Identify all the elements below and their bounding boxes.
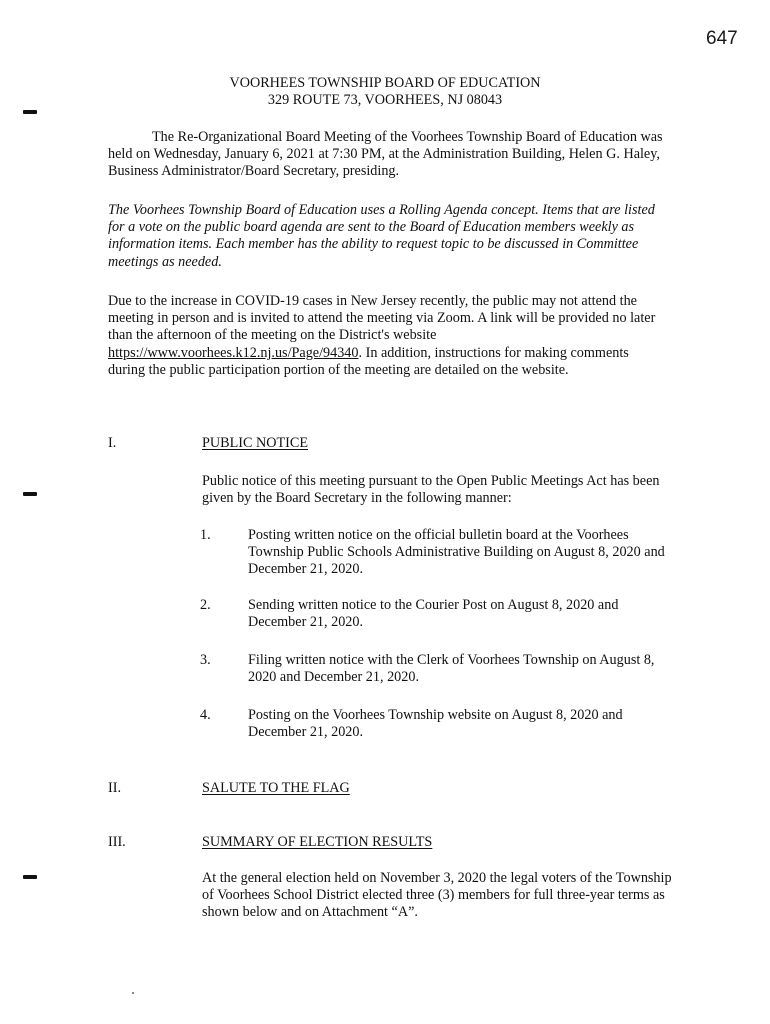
list-item-number: 3. (200, 652, 211, 668)
list-item-text: Posting on the Voorhees Township website on August 8, 2020 and December 21, 2020. (248, 707, 623, 741)
list-item-number: 4. (200, 707, 211, 723)
section-numeral: I. (108, 435, 117, 451)
covid-text-part2: . In addition, instructions for making comments during the public participation portion of the meeting are detailed on the website. (108, 344, 629, 378)
intro-paragraph: The Re-Organizational Board Meeting of the Voorhees Township Board of Education was held on Wednesday, January 6, 2021 at 7:30 PM, at the Administration Building, Helen G. Haley, Business Administrator/Board Secretary, presiding. (108, 129, 663, 180)
list-item-text: Filing written notice with the Clerk of Voorhees Township on August 8, 2020 and December 21, 2020. (248, 652, 655, 686)
header-address: 329 ROUTE 73, VOORHEES, NJ 08043 (267, 92, 503, 109)
list-item-text: Posting written notice on the official bulletin board at the Voorhees Township Public Schools Administrative Building on August 8, 2020 and December 21, 2020. (248, 527, 665, 578)
section-title-public-notice: PUBLIC NOTICE (202, 435, 309, 451)
section-numeral: III. (108, 834, 126, 850)
rolling-agenda-paragraph: The Voorhees Township Board of Education uses a Rolling Agenda concept. Items that are listed for a vote on the public board agenda are sent to the Board of Education members weekly as information items. Each member has the ability to request topic to be discussed in Committee meetings as needed. (108, 202, 655, 270)
scan-speck (132, 992, 134, 994)
list-item-text: Sending written notice to the Courier Post on August 8, 2020 and December 21, 2020. (248, 597, 619, 631)
list-item-number: 1. (200, 527, 211, 543)
section-numeral: II. (108, 780, 121, 796)
page-number: 647 (706, 28, 738, 49)
punch-mark (23, 492, 37, 496)
list-item-number: 2. (200, 597, 211, 613)
header-organization: VOORHEES TOWNSHIP BOARD OF EDUCATION (229, 75, 541, 91)
covid-paragraph (108, 293, 668, 379)
election-results-body: At the general election held on November 3, 2020 the legal voters of the Township of Voorhees School District elected three (3) members for full three-year terms as shown below and on Attachment “A”. (202, 870, 672, 921)
document-header (110, 75, 660, 109)
section-title-election-results: SUMMARY OF ELECTION RESULTS (202, 834, 433, 850)
public-notice-body: Public notice of this meeting pursuant to the Open Public Meetings Act has been given by the Board Secretary in the following manner: (202, 473, 660, 507)
district-website-link[interactable]: https://www.voorhees.k12.nj.us/Page/94340 (108, 344, 359, 361)
covid-text-part1: Due to the increase in COVID-19 cases in New Jersey recently, the public may not attend the meeting in person and is invited to attend the meeting via Zoom. A link will be provided no later than the afternoon of the meeting on the District's website (108, 293, 656, 344)
punch-mark (23, 875, 37, 879)
section-title-salute-to-flag: SALUTE TO THE FLAG (202, 780, 350, 796)
punch-mark (23, 110, 37, 114)
